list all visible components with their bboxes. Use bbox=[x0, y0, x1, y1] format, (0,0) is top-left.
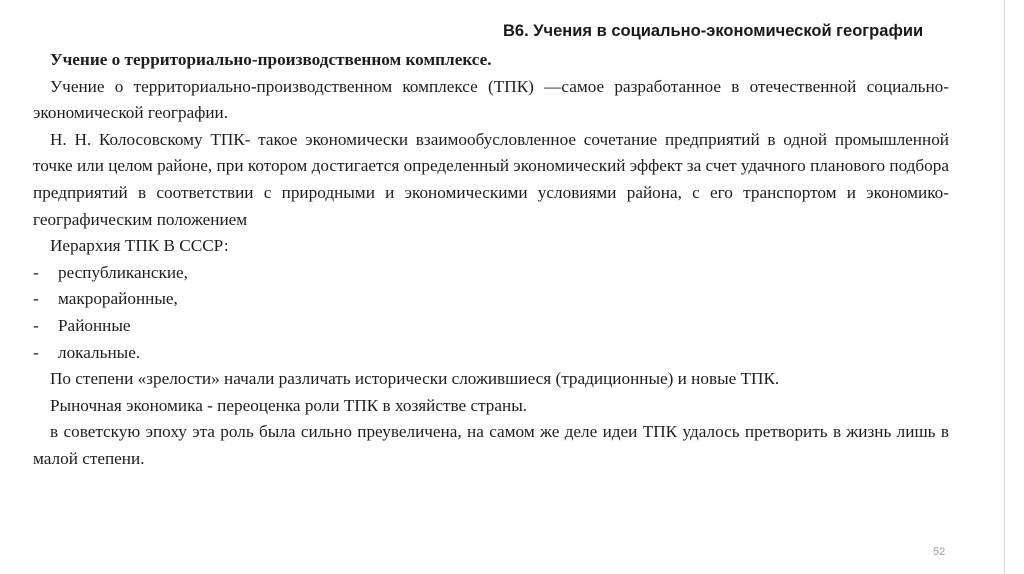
slide-edge-divider bbox=[1004, 0, 1005, 574]
list-item-text: Районные bbox=[58, 315, 131, 335]
page-number: 52 bbox=[933, 546, 946, 558]
list-dash: - bbox=[33, 315, 39, 335]
list-item bbox=[33, 313, 949, 340]
list-dash: - bbox=[33, 289, 39, 309]
paragraph-intro: Учение о территориально-производственном комплексе (ТПК) —самое разработанное в отечественной социально-экономической географии. bbox=[33, 76, 949, 123]
paragraph-definition: Н. Н. Колосовскому ТПК- такое экономически взаимообусловленное сочетание предприятий в одной промышленной точке или целом районе, при котором достигается определенный экономический эффект за счет удачного планового подбора предприятий в соответствии с природными и экономическими условиями района, с его транспортом и экономико-географическим положением bbox=[33, 129, 949, 229]
slide-body bbox=[33, 47, 949, 473]
list-item bbox=[33, 286, 949, 313]
section-heading: Учение о территориально-производственном комплексе. bbox=[50, 50, 492, 69]
list-item bbox=[33, 340, 949, 367]
list-item-text: макрорайонные, bbox=[58, 289, 178, 309]
paragraph-maturity: По степени «зрелости» начали различать исторически сложившиеся (традиционные) и новые ТПК. bbox=[50, 369, 780, 389]
paragraph-soviet-era: в советскую эпоху эта роль была сильно преувеличена, на самом же деле идеи ТПК удалось претворить в жизнь лишь в малой степени. bbox=[33, 422, 949, 468]
list-item-text: республиканские, bbox=[58, 262, 188, 282]
slide-title: В6. Учения в социально-экономической географии bbox=[503, 22, 924, 40]
paragraph-market: Рыночная экономика - переоценка роли ТПК в хозяйстве страны. bbox=[50, 395, 528, 415]
hierarchy-heading: Иерархия ТПК В СССР: bbox=[50, 236, 229, 256]
list-item bbox=[33, 260, 949, 287]
list-dash: - bbox=[33, 262, 39, 282]
list-dash: - bbox=[33, 342, 39, 362]
list-item-text: локальные. bbox=[58, 342, 141, 362]
